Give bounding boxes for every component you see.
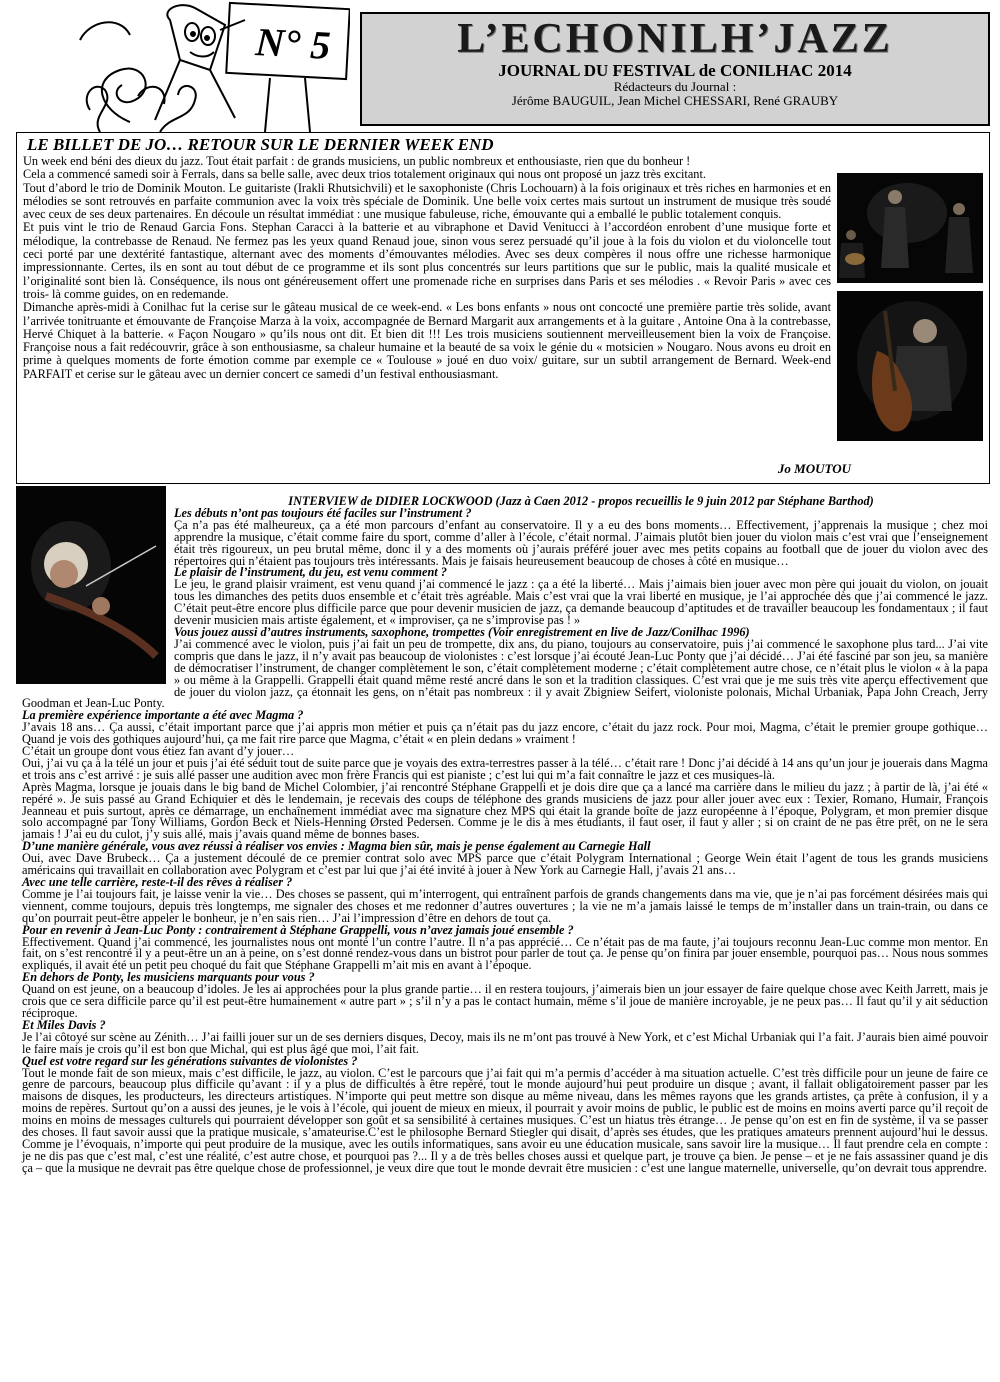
interview-answer: Après Magma, lorsque je jouais dans le big band de Michel Colombier, j’ai rencontré Stéphane Grappelli et je dois dire que ça a lancé ma carrière dans le milieu du jazz ; à partir de là, j’ai été « repéré ». Je suis passé au Grand Echiquier et dès le lendemain, je recevais des coups de téléphone des grands musiciens de jazz pour aller jouer avec eux : Texier, Romano, Humair, François Jeanneau et puis surtout, après ce démarrage, un enchaînement immédiat avec ma signature chez MPS qui était la grande boîte de jazz européenne à l’époque, Polygram, et mon premier disque solo accompagné par Tony Williams, Gordon Beck et Niels-Henning Ørsted Pedersen. Comme je le dis à mes étudiants, il faut oser, il faut y aller ; si on craint de ne pas être prêt, on ne le sera jamais ! J’ai eu du culot, j’y suis allé, mais j’avais quand même de bonnes bases.	[22, 779, 988, 842]
interview-question: D’une manière générale, vous avez réussi à réaliser vos envies : Magma bien sûr, mais je pense également au Carnegie Hall	[22, 839, 651, 854]
interview-article	[22, 496, 988, 1175]
interview-question: En dehors de Ponty, les musiciens marquants pour vous ?	[22, 970, 315, 985]
billet-paragraph: Et puis vint le trio de Renaud Garcia Fons. Stephan Caracci à la batterie et au vibraphone et David Venitucci à l’accordéon enrobent d’une musique forte et mélodique, la contrebasse de Renaud. Ne fermez pas les yeux quand Renaud joue, sinon vous serez persuadé qu’il joue à la fois du violon et du violoncelle tout ceci porté par une dextérité fantastique, alternant avec des moments d’émouvantes mélodies. Avec ses deux compères il nous offre une richesse harmonique impressionnante. Certes, ils en sont au tout début de ce programme et ils sont plus concentrés sur leurs partitions que sur le public, mais la qualité musicale et l’originalité sont bien là. Conséquence, ils nous ont généreusement offert une promenade riche en surprises dans Paris et ses mélodies . « Revoir Paris » avec ces trois- là comme guides, on en redemande.	[23, 220, 831, 301]
journal-title: L’ECHONILH’JAZZ	[457, 16, 893, 62]
billet-body	[23, 155, 831, 381]
interview-title: INTERVIEW de DIDIER LOCKWOOD (Jazz à Caen 2012 - propos recueillis le 9 juin 2012 par Stéphane Barthod)	[288, 494, 874, 508]
interview-question: Le plaisir de l’instrument, du jeu, est venu comment ?	[174, 565, 447, 580]
billet-article	[16, 132, 990, 484]
interview-question: La première expérience importante a été avec Magma ?	[22, 708, 304, 723]
interview-answer: Effectivement. Quand j’ai commencé, les journalistes nous ont monté l’un contre l’autre. Il n’a pas apprécié… Ce n’était pas de ma faute, j’ai toujours reconnu Jean-Luc comme mon mentor. En fait, on s’est rencontré il y a peut-être un an à peine, on s’est donné rendez-vous dans un bistrot pour parler de tout ça. Je pense qu’on finira par jouer ensemble, pourquoi pas… Nous nous sommes expliqués, il avait été un petit peu choqué du fait que Stéphane Grappelli m’ait mis en avant à l’époque.	[22, 934, 988, 973]
mascot-illustration	[60, 0, 350, 132]
interview-answer: Comme je l’ai toujours fait, je laisse venir la vie… Des choses se passent, qui m’interrogent, qui entraînent parfois de grands changements dans ma vie, que je n’ai pas forcément désirées mais qui viennent, comme toujours, depuis très longtemps, me signaler des choses et me redonner d’autres ouvertures ; la vie ne m’a jamais laissé le temps de m’installer dans un train-train, ou dans ce qu’on pourrait peut-être appeler le bonheur, je n’en sais rien… J’ai l’impression d’être en dehors de tout ça.	[22, 886, 988, 925]
masthead	[360, 12, 990, 126]
interview-question: Avec une telle carrière, reste-t-il des rêves à réaliser ?	[22, 875, 293, 889]
billet-paragraph: Tout d’abord le trio de Dominik Mouton. Le guitariste (Irakli Rhutsichvili) et le saxophoniste (Chris Lochouarn) à la fois originaux et très riches en harmonies et en mélodies se sont retrouvés en parfaite communion avec la voix très spéciale de Dominik. Une belle voix certes mais surtout un instrument de musique très soudé avec ceux de ses deux partenaires. En découle un résultat immédiat : une musique fabuleuse, riche, émouvante qui a emballé le public totalement conquis.	[23, 180, 831, 222]
billet-paragraph: Un week end béni des dieux du jazz. Tout était parfait : de grands musiciens, un public nombreux et enthousiaste, rien que du bonheur !	[23, 154, 691, 168]
editors-names: Jérôme BAUGUIL, Jean Michel CHESSARI, René GRAUBY	[511, 93, 839, 108]
editors-label: Rédacteurs du Journal :	[613, 79, 737, 94]
interview-question: Et Miles Davis ?	[22, 1017, 106, 1032]
interview-answer: Oui, j’ai vu ça à la télé un jour et puis j’ai été séduit tout de suite parce que je voyais des extra-terrestres passer à la télé… c’était rare ! Donc j’ai décidé à 14 ans qu’un jour je jouerais dans Magma et trois ans c’est arrivé : je suis allé passer une audition avec mon frère Francis qui est pianiste ; c’est lui qui m’a fait connaître le jazz et ces musiques-là.	[22, 755, 988, 782]
interview-answer: Ça n’a pas été malheureux, ça a été mon parcours d’enfant au conservatoire. Il y a eu des bons moments… Effectivement, j’apprenais la musique ; chez moi apprendre la musique, c’était comme faire du sport, comme d’aller à l’école, c’était normal. J’aimais plutôt bien jouer du violon mais c’est vrai que l’enseignement était très rigoureux, un peu brutal même, donc il y a des moments où j’aurais préféré jouer avec mes petits copains au football que de jouer du violon avec des répertoires qui n’étaient pas toujours très intéressants. Mais je faisais heureusement beaucoup de choses à côté en musique…	[174, 517, 988, 568]
interview-question: Vous jouez aussi d’autres instruments, saxophone, trompettes (Voir enregistrement en live de Jazz/Conilhac 1996)	[174, 624, 750, 639]
interview-question: Les débuts n’ont pas toujours été faciles sur l’instrument ?	[174, 505, 472, 520]
interview-answer: J’avais 18 ans… Ça aussi, c’était important parce que j’ai appris mon métier et puis ça n’était pas du jazz encore, c’était du jazz rock. Pour moi, Magma, c’était le premier groupe gothique… Quand je vois des gothiques aujourd’hui, ça me fait rire parce que Magma, c’était « en plein dedans » vraiment !	[22, 720, 988, 747]
journal-subtitle: JOURNAL DU FESTIVAL de CONILHAC 2014	[498, 61, 852, 80]
billet-paragraph: Dimanche après-midi à Conilhac fut la cerise sur le gâteau musical de ce week-end. « Les bons enfants » nous ont concocté une première partie très solide, avant l’arrivée tonitruante et émouvante de Françoise Marza à la voix, accompagnée de Bernard Margarit aux arrangements et à la guitare , Antoine Ona à la contrebasse, Hervé Chiquet à la batterie. « Façon Nougaro » qu’ils nous ont dit. Et bien dit !!! Les trois musiciens soutiennent merveilleusement bien la voix de Françoise. Françoise nous a fait redécouvrir, grâce à son enthousiasme, sa chaleur humaine et la beauté de sa voix le génie du « motsicien » Nougaro. Nous avons eu droit en prime à quelques moments de forte émotion comme par exemple ce « Toulouse » joué en duo voix/ guitare, sur un subtil arrangement de Bernard. Week-end PARFAIT et cerise sur le gâteau avec un dernier concert ce samedi d’un festival enthousiasmant.	[23, 300, 831, 381]
interview-answer: Tout le monde fait de son mieux, mais c’est difficile, le jazz, au violon. C’est le parcours que j’ai fait qui m’a permis d’accéder à ma situation actuelle. C’est très difficile pour un jeune de faire ce genre de parcours, beaucoup plus difficile qu’avant : il y a plus de difficultés à être repéré, tout le monde aujourd’hui peut produire un disque ; avant, il fallait obligatoirement passer par les maisons de disques, les producteurs, les directeurs artistiques. N’importe qui peut mettre son disque au même niveau, dans les mêmes rayons que les grands artistes, ça prête à confusion, il y a moins de repères. Surtout qu’on a aussi des jeunes, je le vois à l’école, qui jouent de mieux en mieux, il pourrait y avoir moins de public, le public est de moins en moins averti parce qu’il reçoit de moins en moins de messages culturels qui pourraient développer son goût et sa sensibilité à certaines musiques. C’est un hiatus très étrange… Je pense qu’on est en fin de système, il va se passer des choses. Il faut savoir aussi que la pratique musicale, s’amateurise.C’est le philosophe Bernard Stiegler qui disait, d’après ses études, que les pratiques amateurs prennent aujourd’hui le dessus. Comme je l’évoquais, n’importe qui peut produire de la musique, avec les outils informatiques, sans avoir eu une éducation musicale, sans savoir lire la musique… Il faut prendre cela en compte : je ne dis pas que c’est mal, c’est une réalité, c’est autre chose, et pourquoi pas ?... Il y a de très belles choses aussi et quelque part, je trouve ça bien. Je pense – et je ne fais assassiner quand je dis ça – que la musique ne devrait pas être quelque chose de professionnel, je veux dire que tout le monde devrait être musicien : c’est une langue maternelle, universelle, qu’on devrait tous apprendre.	[22, 1065, 988, 1175]
interview-question: Quel est votre regard sur les générations suivantes de violonistes ?	[22, 1053, 358, 1068]
billet-paragraph: Cela a commencé samedi soir à Ferrals, dans sa belle salle, avec deux trios totalement originaux qui nous ont proposé un jazz très excitant.	[23, 167, 706, 182]
concert-photo-trio	[837, 173, 983, 283]
concert-photo-bassist	[837, 291, 983, 441]
interview-answer: Je l’ai côtoyé sur scène au Zénith… J’ai failli jouer sur un de ses derniers disques, Decoy, mais ils ne m’ont pas trouvé à New York, et c’est Michal Urbaniak qui l’a fait. J’aurais bien aimé pouvoir le faire mais je crois qu’il est bon que Michal, qui est plus âgé que moi, l’ait fait.	[22, 1029, 988, 1056]
interview-answer: Oui, avec Dave Brubeck… Ça a justement découlé de ce premier contrat solo avec MPS parce que c’était Polygram International ; George Wein était l’agent de tous les grands musiciens américains qui travaillait en collaboration avec Polygram et c’est par lui que j’ai été invité à jouer à New York au Carnegie Hall, j’avais 21 ans…	[22, 851, 988, 878]
interview-question: Pour en revenir à Jean-Luc Ponty : contrairement à Stéphane Grappelli, vous n’avez jamais joué ensemble ?	[22, 922, 574, 937]
billet-title: LE BILLET DE JO… RETOUR SUR LE DERNIER WEEK END	[27, 135, 494, 154]
issue-number: N° 5	[254, 19, 332, 68]
interview-answer: J’ai commencé avec le violon, puis j’ai fait un peu de trompette, dix ans, du piano, toujours au conservatoire, puis j’ai commencé le saxophone plus tard... J’ai vite compris que dans le jazz, il n’y avait pas beaucoup de violonistes : c’est lorsque j’ai écouté Jean-Luc Ponty que j’ai décidé… J’ai été fasciné par son jeu, sa manière de démocratiser l’instrument, de changer complètement le son, c’était complètement moderne ; c’était complètement autre chose, ce n’était plus le violon « à la papa » ou même à la Grappelli. Grappelli était quand même resté ancré dans le son et la tradition classiques. C’est vrai que je me suis très vite aperçu effectivement que de jouer du violon jazz, ça étonnait les gens, on n’était pas nombreux : il y avait Zbigniew Seifert, violoniste polonais, Michal Urbaniak, Papa John Creach, Jerry Goodman et Jean-Luc Ponty.	[22, 636, 988, 711]
interview-answer: C’était un groupe dont vous étiez fan avant d’y jouer…	[22, 744, 295, 759]
interview-answer: Le jeu, le grand plaisir vraiment, est venu quand j’ai commencé le jazz : ça a été la liberté… Mais j’aimais bien jouer avec mon père qui jouait du violon, on jouait tous les dimanches des petits duos ensemble et c’était très agréable. Mais c’est vrai que la vrai liberté en musique, je l’ai approchée dès que j’ai commencé le jazz. C’était peut-être encore plus difficile parce que pour devenir musicien de jazz, ça demande beaucoup d’aptitudes et de travailler beaucoup les fondamentaux ; il faut devenir musicien mais artiste également, et « improviser, ça ne s’improvise pas ! »	[174, 577, 988, 628]
photo-spacer	[22, 496, 174, 692]
interview-answer: Quand on est jeune, on a beaucoup d’idoles. Je les ai approchées pour la plus grande partie… il en restera toujours, j’aimerais bien un jour essayer de faire quelque chose avec Keith Jarrett, mais je crois que ce sera difficile parce qu’il est peut-être humainement « autre part » ; s’il n’y a pas le contact humain, même s’il joue de manière incroyable, je ne peux pas… Il faut qu’il y ait séduction réciproque.	[22, 982, 988, 1020]
billet-signature: Jo MOUTOU	[777, 461, 851, 476]
